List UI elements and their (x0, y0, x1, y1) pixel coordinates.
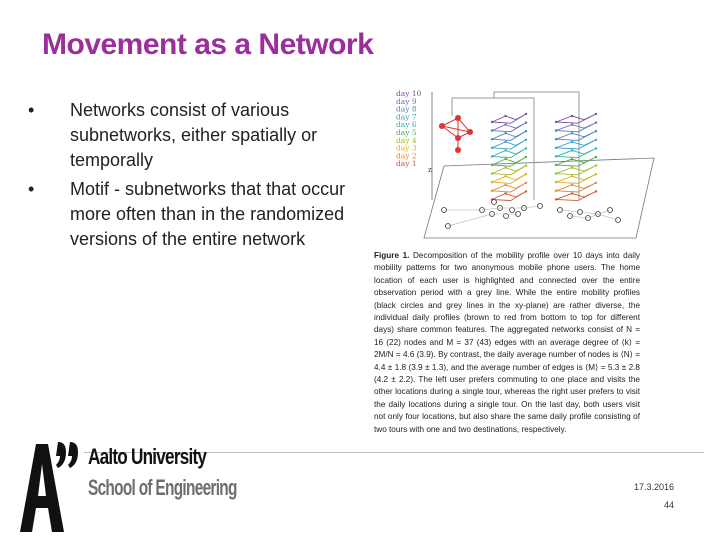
caption-figure-label: Figure 1. (374, 251, 410, 260)
profile-node (504, 166, 506, 168)
profile-node (595, 182, 597, 184)
bullet-glyph: • (28, 179, 35, 199)
profile-node (504, 115, 506, 117)
profile-node (491, 181, 493, 183)
z-axis-label: z (428, 166, 432, 174)
mobility-figure (374, 88, 664, 248)
daily-profile (492, 157, 526, 166)
profile-node (555, 138, 557, 140)
profile-node (555, 172, 557, 174)
profile-node (504, 123, 506, 125)
profile-node (491, 164, 493, 166)
profile-node (525, 190, 527, 192)
profile-node (595, 190, 597, 192)
profile-node (491, 138, 493, 140)
daily-profile (556, 191, 596, 200)
profile-node (595, 156, 597, 158)
day-label: day 8 (396, 104, 417, 114)
caption-text: Decomposition of the mobility profile over 10 days into daily mobility patterns for two anonymous mobile phone users. The home location of each user is highlighted and connected over the entire observation period with a grey line. While the entire mobility profiles (black circles and grey lines in the xy-plane) are rather diverse, the individual daily profiles (brown to red from bottom to top for different days) share common features. The aggregated networks consist of N = 16 (22) nodes and M = 37 (43) edges with an average degree of ⟨k⟩ = 2M/N = 4.6 (3.9). By contrast, the daily average number of nodes is ⟨N⟩ = 4.4 ± 1.8 (3.9 ± 1.3), and the average number of edges is ⟨M⟩ = 5.3 ± 2.8 (4.2 ± 2.2). The left user prefers commuting to one place and visits the other locations during a single tour, whereas the right user prefers to visit the daily locations during a single tour. On the last day, both users visit not only four locations, but also share the same daily profile consisting of two tours with one and two destinations, respectively. (374, 251, 640, 434)
profile-node (571, 184, 573, 186)
profile-node (595, 164, 597, 166)
day-label: day 1 (396, 159, 417, 169)
profile-node (504, 192, 506, 194)
profile-node (504, 132, 506, 134)
profile-node (555, 198, 557, 200)
university-name: Aalto University (88, 444, 207, 469)
profile-node (504, 141, 506, 143)
day-label: day 3 (396, 143, 417, 153)
daily-profile (556, 131, 596, 140)
profile-node (525, 130, 527, 132)
slide-title: Movement as a Network (42, 28, 374, 61)
profile-node (571, 149, 573, 151)
profile-node (525, 182, 527, 184)
aalto-logo-icon (18, 438, 82, 534)
page-number: 44 (663, 500, 674, 510)
bullet-text: Motif - subnetworks that that occur more often than in the randomized versions of the entire network (70, 179, 346, 249)
profile-node (525, 164, 527, 166)
profile-node (525, 113, 527, 115)
profile-node (525, 173, 527, 175)
daily-profile (556, 114, 596, 123)
profile-node (504, 149, 506, 151)
day-labels (396, 89, 422, 168)
profile-node (491, 121, 493, 123)
profile-node (525, 156, 527, 158)
day-label: day 10 (396, 89, 422, 98)
profile-node (504, 158, 506, 160)
profile-node (571, 192, 573, 194)
daily-profile (492, 183, 526, 192)
profile-node (595, 113, 597, 115)
daily-profile (492, 148, 526, 157)
daily-profile (556, 174, 596, 183)
daily-profile (492, 166, 526, 175)
profile-node (555, 164, 557, 166)
profile-node (571, 158, 573, 160)
profile-node (595, 147, 597, 149)
xy-plane (424, 158, 654, 238)
profile-node (571, 115, 573, 117)
profile-node (595, 139, 597, 141)
bullet-text: Networks consist of various subnetworks, either spatially or temporally (70, 100, 318, 170)
daily-profile (556, 183, 596, 192)
profile-node (525, 139, 527, 141)
profile-node (555, 121, 557, 123)
profile-node (491, 155, 493, 157)
profile-node (571, 123, 573, 125)
profile-node (504, 184, 506, 186)
profile-node (571, 175, 573, 177)
profile-node (555, 155, 557, 157)
school-name: School of Engineering (88, 475, 237, 500)
profile-node (555, 147, 557, 149)
slide-date: 17.3.2016 (633, 482, 674, 492)
daily-profile (492, 191, 526, 200)
profile-node (491, 129, 493, 131)
daily-profile (492, 140, 526, 149)
profile-node (555, 190, 557, 192)
plane-edges (444, 206, 618, 226)
daily-profile (492, 131, 526, 140)
profile-node (491, 172, 493, 174)
profile-node (504, 175, 506, 177)
bullet-item (28, 177, 368, 252)
daily-profile-layers (491, 113, 597, 201)
day-label: day 4 (396, 135, 417, 145)
daily-profile (556, 140, 596, 149)
daily-profile (556, 148, 596, 157)
profile-node (571, 166, 573, 168)
day-label: day 9 (396, 96, 417, 106)
profile-node (571, 132, 573, 134)
profile-node (491, 190, 493, 192)
daily-profile (492, 174, 526, 183)
bullet-glyph: • (28, 100, 35, 120)
profile-node (571, 141, 573, 143)
profile-node (525, 121, 527, 123)
profile-node (555, 181, 557, 183)
day-label: day 2 (396, 151, 417, 161)
daily-profile (556, 166, 596, 175)
figure-caption (374, 250, 640, 436)
daily-profile (556, 123, 596, 132)
profile-node (525, 147, 527, 149)
day-label: day 7 (396, 112, 417, 122)
motif-network (439, 115, 473, 153)
profile-node (491, 147, 493, 149)
plane-nodes (442, 200, 621, 229)
day-label: day 6 (396, 120, 417, 130)
day-label: day 5 (396, 128, 417, 137)
profile-node (595, 173, 597, 175)
daily-profile (492, 114, 526, 123)
daily-profile (492, 123, 526, 132)
bullet-list (28, 98, 368, 256)
home-connector-right (494, 92, 579, 200)
profile-node (555, 129, 557, 131)
bullet-item (28, 98, 368, 173)
profile-node (595, 130, 597, 132)
profile-node (595, 121, 597, 123)
